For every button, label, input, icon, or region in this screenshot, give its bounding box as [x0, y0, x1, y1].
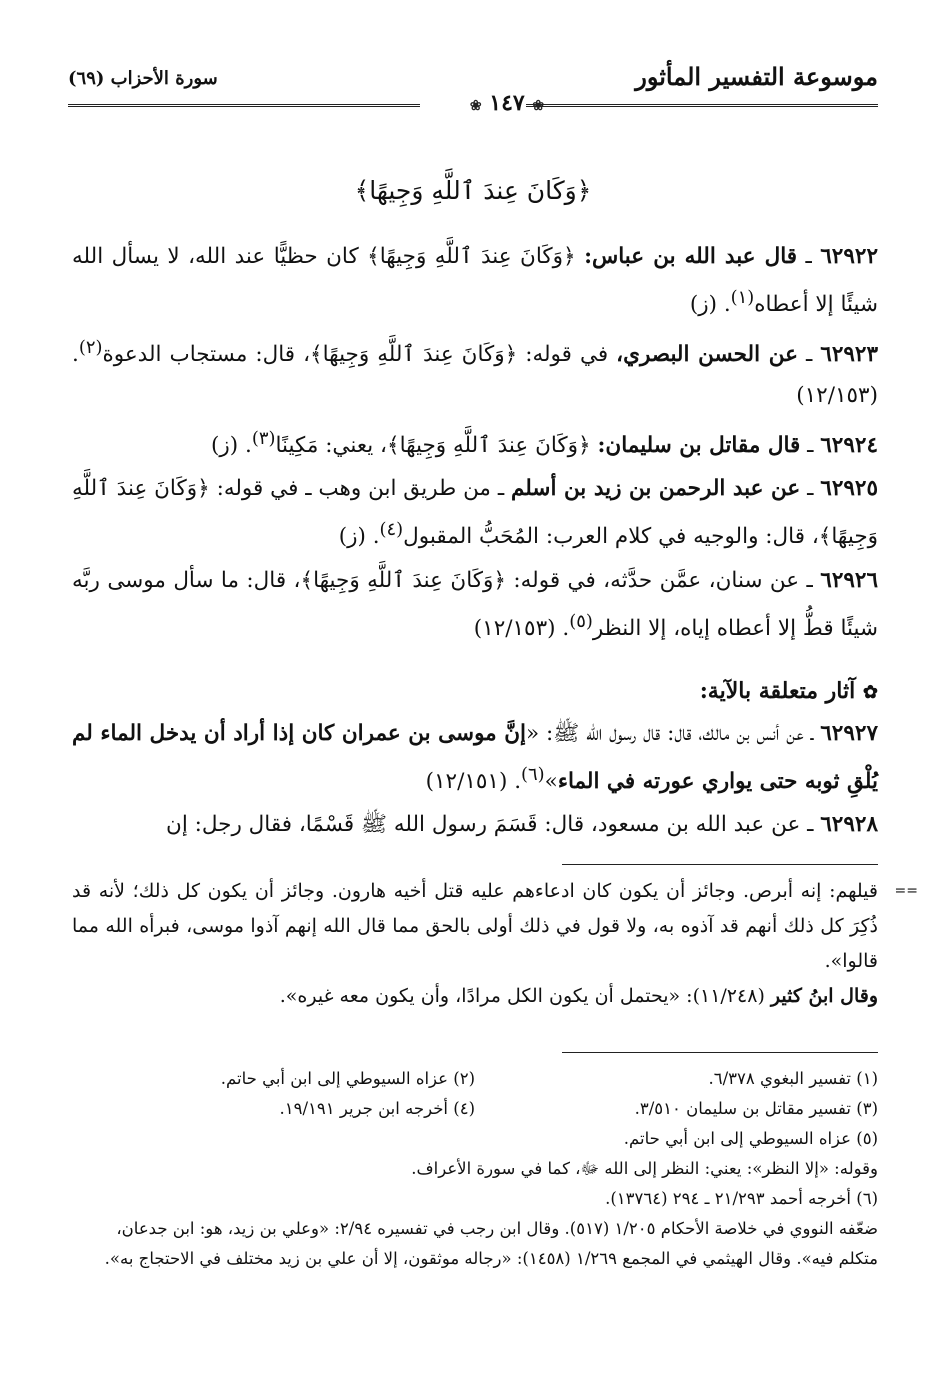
section-title: آثار متعلقة بالآية: [699, 677, 856, 704]
entry-speaker: عن عبد الرحمن بن زيد بن أسلم [511, 476, 801, 502]
header-rule-left [68, 104, 420, 107]
entry-number: ٦٢٩٢٦ [820, 567, 879, 593]
entry-number: ٦٢٩٢٨ [820, 811, 878, 837]
footnote-ref[interactable]: (١) [730, 287, 755, 308]
note-author: وقال ابنُ كثير [770, 985, 878, 1007]
footnote-ref[interactable]: (٥) [569, 610, 593, 632]
page-header [68, 62, 878, 122]
note-text-last [72, 979, 878, 1014]
note-quote: (١١/٢٤٨): «يحتمل أن يكون الكل مرادًا، وأن يكون معه غيره». [279, 985, 771, 1007]
footnote: (٥) عزاه السيوطي إلى ابن أبي حاتم. [623, 1129, 878, 1148]
entry: ٦٢٩٢٥ ـ عن عبد الرحمن بن زيد بن أسلم ـ من طريق ابن وهب ـ في قوله: ﴿وَكَانَ عِندَ ٱللَّهِ وَجِيهًا﴾، قال: والوجيه في كلام العرب: المُحَبُّ المقبول$^{(٤)}$. (ز) [72, 476, 879, 550]
verse-heading: ﴿وَكَانَ عِندَ ٱللَّهِ وَجِيهًا﴾ [354, 176, 592, 205]
footnote-row [72, 1064, 878, 1094]
entry-text: في قوله: ﴿وَكَانَ عِندَ ٱللَّهِ وَجِيهًا﴾، قال: مستجاب الدعوة [102, 342, 617, 368]
footnote-rule [562, 1052, 878, 1053]
entry-number: ٦٢٩٢٧ [820, 720, 878, 746]
entry: ٦٢٩٢٦ ـ عن سنان، عمَّن حدَّثه، في قوله: ﴿وَكَانَ عِندَ ٱللَّهِ وَجِيهًا﴾، قال: ما سأل موسى ربَّه شيئًا قطُّ إلا أعطاه إياه، إلا النظر$^{(٥)}$. (١٢/١٥٣) [72, 567, 879, 641]
entry-ref: . (١٢/١٥٣) [72, 342, 878, 409]
footnotes [72, 1064, 878, 1274]
entry-text: ﴿وَكَانَ عِندَ ٱللَّهِ وَجِيهًا﴾، يعني: مَكِينًا [275, 433, 598, 459]
footnote-ref[interactable]: (٦) [521, 763, 545, 785]
entry-ref: . (ز) [210, 433, 252, 459]
entry-text: ﴿وَكَانَ عِندَ ٱللَّهِ وَجِيهًا﴾ كان حظيًّا عند الله، لا يسأل الله شيئًا إلا أعطاه [72, 244, 878, 318]
surah-title: سورة الأحزاب (٦٩) [68, 68, 218, 89]
footnote-ref[interactable]: (٤) [379, 519, 404, 541]
page-number-block [428, 90, 586, 116]
entry-speaker: قال عبد الله بن عباس: [584, 244, 798, 269]
footnote: (٢) عزاه السيوطي إلى ابن أبي حاتم. [220, 1069, 475, 1088]
footnote: وقوله: «إلا النظر»: يعني: النظر إلى الله ﷻ، كما في سورة الأعراف. [411, 1159, 878, 1178]
entry-ref: . (١٢/١٥١) [425, 768, 522, 794]
ornament-icon: ❀ [469, 98, 482, 114]
entry-text: عن أنس بن مالك، قال: قال رسول الله ﷺ: « [526, 720, 804, 746]
entry-number: ٦٢٩٢٥ [820, 476, 879, 502]
related-entry: ٦٢٩٢٧ ـ عن أنس بن مالك، قال: قال رسول الله ﷺ: «إنَّ موسى بن عمران كان إذا أراد أن يدخل الماء لم يُلْقِ ثوبه حتى يواري عورته في الماء»$^{(٦)}$. (١٢/١٥١) [72, 720, 878, 794]
main-text [72, 236, 878, 847]
footnote: (٣) تفسير مقاتل بن سليمان ٣/٥١٠. [634, 1099, 878, 1118]
flower-icon: ✿ [862, 681, 878, 703]
entry: ٦٢٩٢٢ ـ قال عبد الله بن عباس: ﴿وَكَانَ عِندَ ٱللَّهِ وَجِيهًا﴾ كان حظيًّا عند الله، لا يسأل الله شيئًا إلا أعطاه$^{(١)}$. (ز) [72, 244, 878, 318]
footnote-rule [562, 864, 878, 865]
entry-speaker: عن سنان، [708, 567, 800, 593]
footnote-ref[interactable]: (٢) [78, 337, 103, 359]
entry-ref: . (ز) [338, 524, 380, 550]
footnote: (٤) أخرجه ابن جرير ١٩/١٩١. [279, 1099, 475, 1118]
footnote: (٦) أخرجه أحمد ٢١/٢٩٣ ـ ٢٩٤ (١٣٧٦٤). [605, 1189, 878, 1208]
entry: ٦٢٩٢٤ ـ قال مقاتل بن سليمان: ﴿وَكَانَ عِندَ ٱللَّهِ وَجِيهًا﴾، يعني: مَكِينًا$^{(٣)}$. (ز) [210, 428, 878, 459]
entry-text: ـ من طريق ابن وهب ـ في قوله: ﴿وَكَانَ عِندَ ٱللَّهِ وَجِيهًا﴾، قال: والوجيه في كلام العرب: المُحَبُّ المقبول [72, 476, 878, 550]
page-number: ١٤٧ [489, 90, 525, 116]
entry-number: ٦٢٩٢٢ [820, 244, 878, 269]
entry: ٦٢٩٢٣ ـ عن الحسن البصري، في قوله: ﴿وَكَانَ عِندَ ٱللَّهِ وَجِيهًا﴾، قال: مستجاب الدعوة$^{(٢)}$. (١٢/١٥٣) [72, 337, 879, 409]
note-text: قيلهم: إنه أبرص. وجائز أن يكون كان ادعاءهم عليه قتل أخيه هارون. وجائز أن يكون كل ذلك؛ لأنه قد ذُكِرَ كل ذلك أنهم قد آذوه به، ولا قول في ذلك أولى بالحق مما قال الله إنهم آذوا موسى، فبرأه الله مما قالوا». [72, 880, 878, 972]
entry-number: ٦٢٩٢٣ [820, 342, 879, 368]
entry-number: ٦٢٩٢٤ [820, 433, 878, 459]
footnote: (١) تفسير البغوي ٦/٣٧٨. [708, 1069, 878, 1088]
entry-text: » [544, 768, 558, 794]
footnote-ref[interactable]: (٣) [251, 428, 276, 450]
entry-speaker: قال مقاتل بن سليمان: [597, 433, 801, 459]
footnote-row [72, 1094, 878, 1124]
ornament-icon: ❀ [532, 98, 545, 114]
continuation-mark: == [894, 883, 918, 899]
entry-ref: . (١٢/١٥٣) [473, 615, 570, 641]
continued-note [72, 874, 918, 1014]
entry-text: عمَّن حدَّثه، في قوله: ﴿وَكَانَ عِندَ ٱللَّهِ وَجِيهًا﴾، قال: ما سأل موسى ربَّه شيئًا قطُّ إلا أعطاه إياه، إلا النظر [72, 567, 878, 641]
book-title: موسوعة التفسير المأثور [635, 62, 878, 91]
section-heading [72, 671, 878, 713]
entry-text: عن عبد الله بن مسعود، قال: قَسَمَ رسول الله ﷺ قَسْمًا، فقال رجل: إن [166, 811, 801, 837]
entry-speaker: عن الحسن البصري، [616, 342, 798, 368]
footnote: ضعّفه النووي في خلاصة الأحكام ١/٢٠٥ (٥١٧). وقال ابن رجب في تفسيره ٢/٩٤: «وعلي بن زيد، هو: ابن جدعان، متكلم فيه». وقال الهيثمي في المجمع ١/٢٦٩ (١٤٥٨): «رجاله موثقون، إلا أن علي بن زيد مختلف في الاحتجاج به». [104, 1219, 878, 1268]
hadith-text: إنَّ موسى بن عمران كان إذا أراد أن يدخل الماء لم يُلْقِ ثوبه حتى يواري عورته في الماء [72, 720, 878, 794]
entry-ref: . (ز) [689, 292, 731, 318]
related-entry: ٦٢٩٢٨ ـ عن عبد الله بن مسعود، قال: قَسَمَ رسول الله ﷺ قَسْمًا، فقال رجل: إن [166, 811, 878, 837]
